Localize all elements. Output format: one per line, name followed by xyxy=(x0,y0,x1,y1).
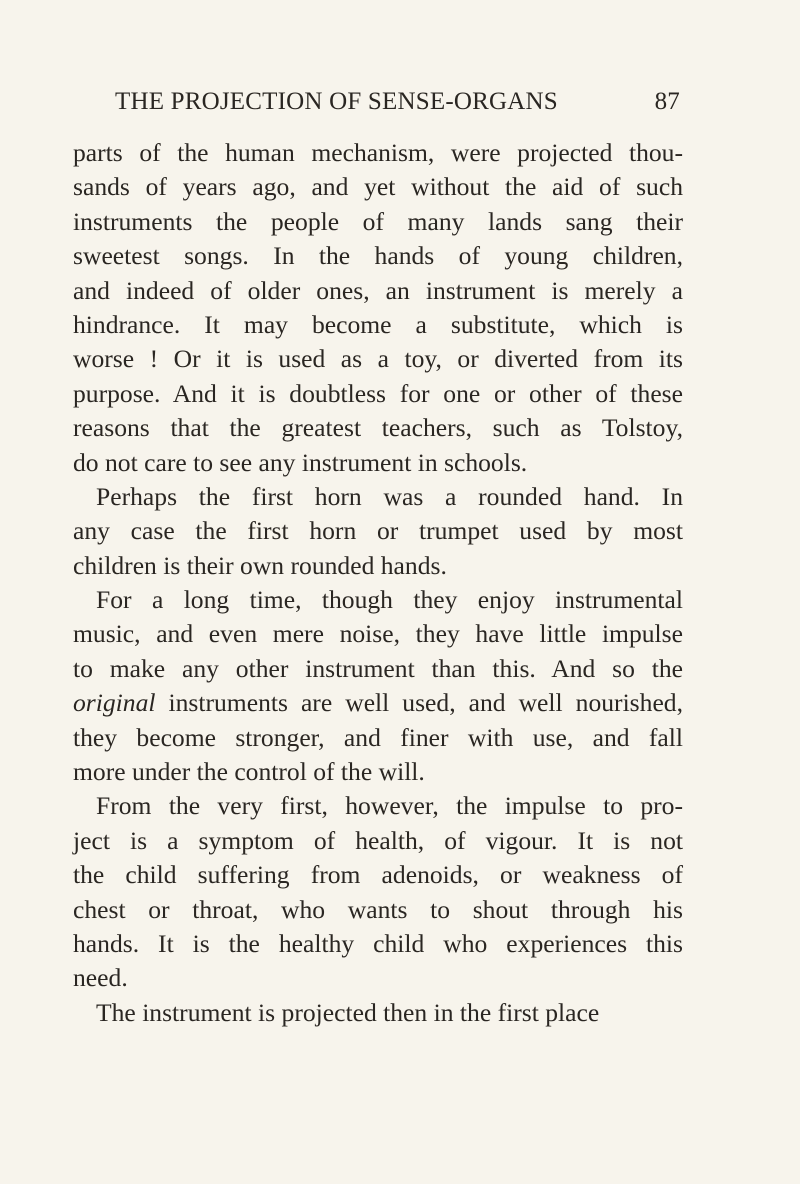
text-line: instruments the people of many lands sang their xyxy=(73,206,683,236)
text-line: and indeed of older ones, an instrument is merely a xyxy=(73,275,683,305)
text-line: Perhaps the first horn was a rounded hand. In xyxy=(96,481,683,511)
italic-word: original xyxy=(73,688,156,718)
text-line: need. xyxy=(73,963,128,993)
text-line: parts of the human mechanism, were projected thou- xyxy=(73,138,683,167)
text-line: children is their own rounded hands. xyxy=(73,550,447,580)
page-number: 87 xyxy=(654,88,680,115)
body-text xyxy=(73,136,683,1030)
text-line-with-italic xyxy=(73,686,683,720)
text-line-remainder: instruments are well used, and well nourished, xyxy=(168,688,683,718)
text-line: From the very first, however, the impulse to pro- xyxy=(96,791,683,821)
text-line: ject is a symptom of health, of vigour. It is not xyxy=(73,825,683,855)
text-line: to make any other instrument than this. And so the xyxy=(73,653,683,683)
text-line: more under the control of the will. xyxy=(73,757,425,787)
text-line: The instrument is projected then in the first place xyxy=(96,997,600,1027)
text-line: chest or throat, who wants to shout through his xyxy=(73,894,683,924)
text-line: the child suffering from adenoids, or weakness of xyxy=(73,860,683,890)
text-line: sands of years ago, and yet without the aid of such xyxy=(73,172,683,202)
text-line: For a long time, though they enjoy instrumental xyxy=(96,585,683,615)
text-line: they become stronger, and finer with use, and fall xyxy=(73,722,683,752)
running-head xyxy=(115,88,680,128)
running-title: THE PROJECTION OF SENSE-ORGANS xyxy=(115,88,558,115)
text-line: music, and even mere noise, they have little impulse xyxy=(73,619,683,649)
text-line: sweetest songs. In the hands of young children, xyxy=(73,241,683,271)
text-line: purpose. And it is doubtless for one or other of these xyxy=(73,378,683,408)
text-line: hands. It is the healthy child who experiences this xyxy=(73,928,683,958)
text-line: reasons that the greatest teachers, such as Tolstoy, xyxy=(73,413,683,443)
text-line: do not care to see any instrument in schools. xyxy=(73,447,528,477)
text-line: any case the first horn or trumpet used by most xyxy=(73,516,683,546)
text-line: hindrance. It may become a substitute, which is xyxy=(73,309,683,339)
text-line: worse ! Or it is used as a toy, or diverted from its xyxy=(73,344,683,374)
